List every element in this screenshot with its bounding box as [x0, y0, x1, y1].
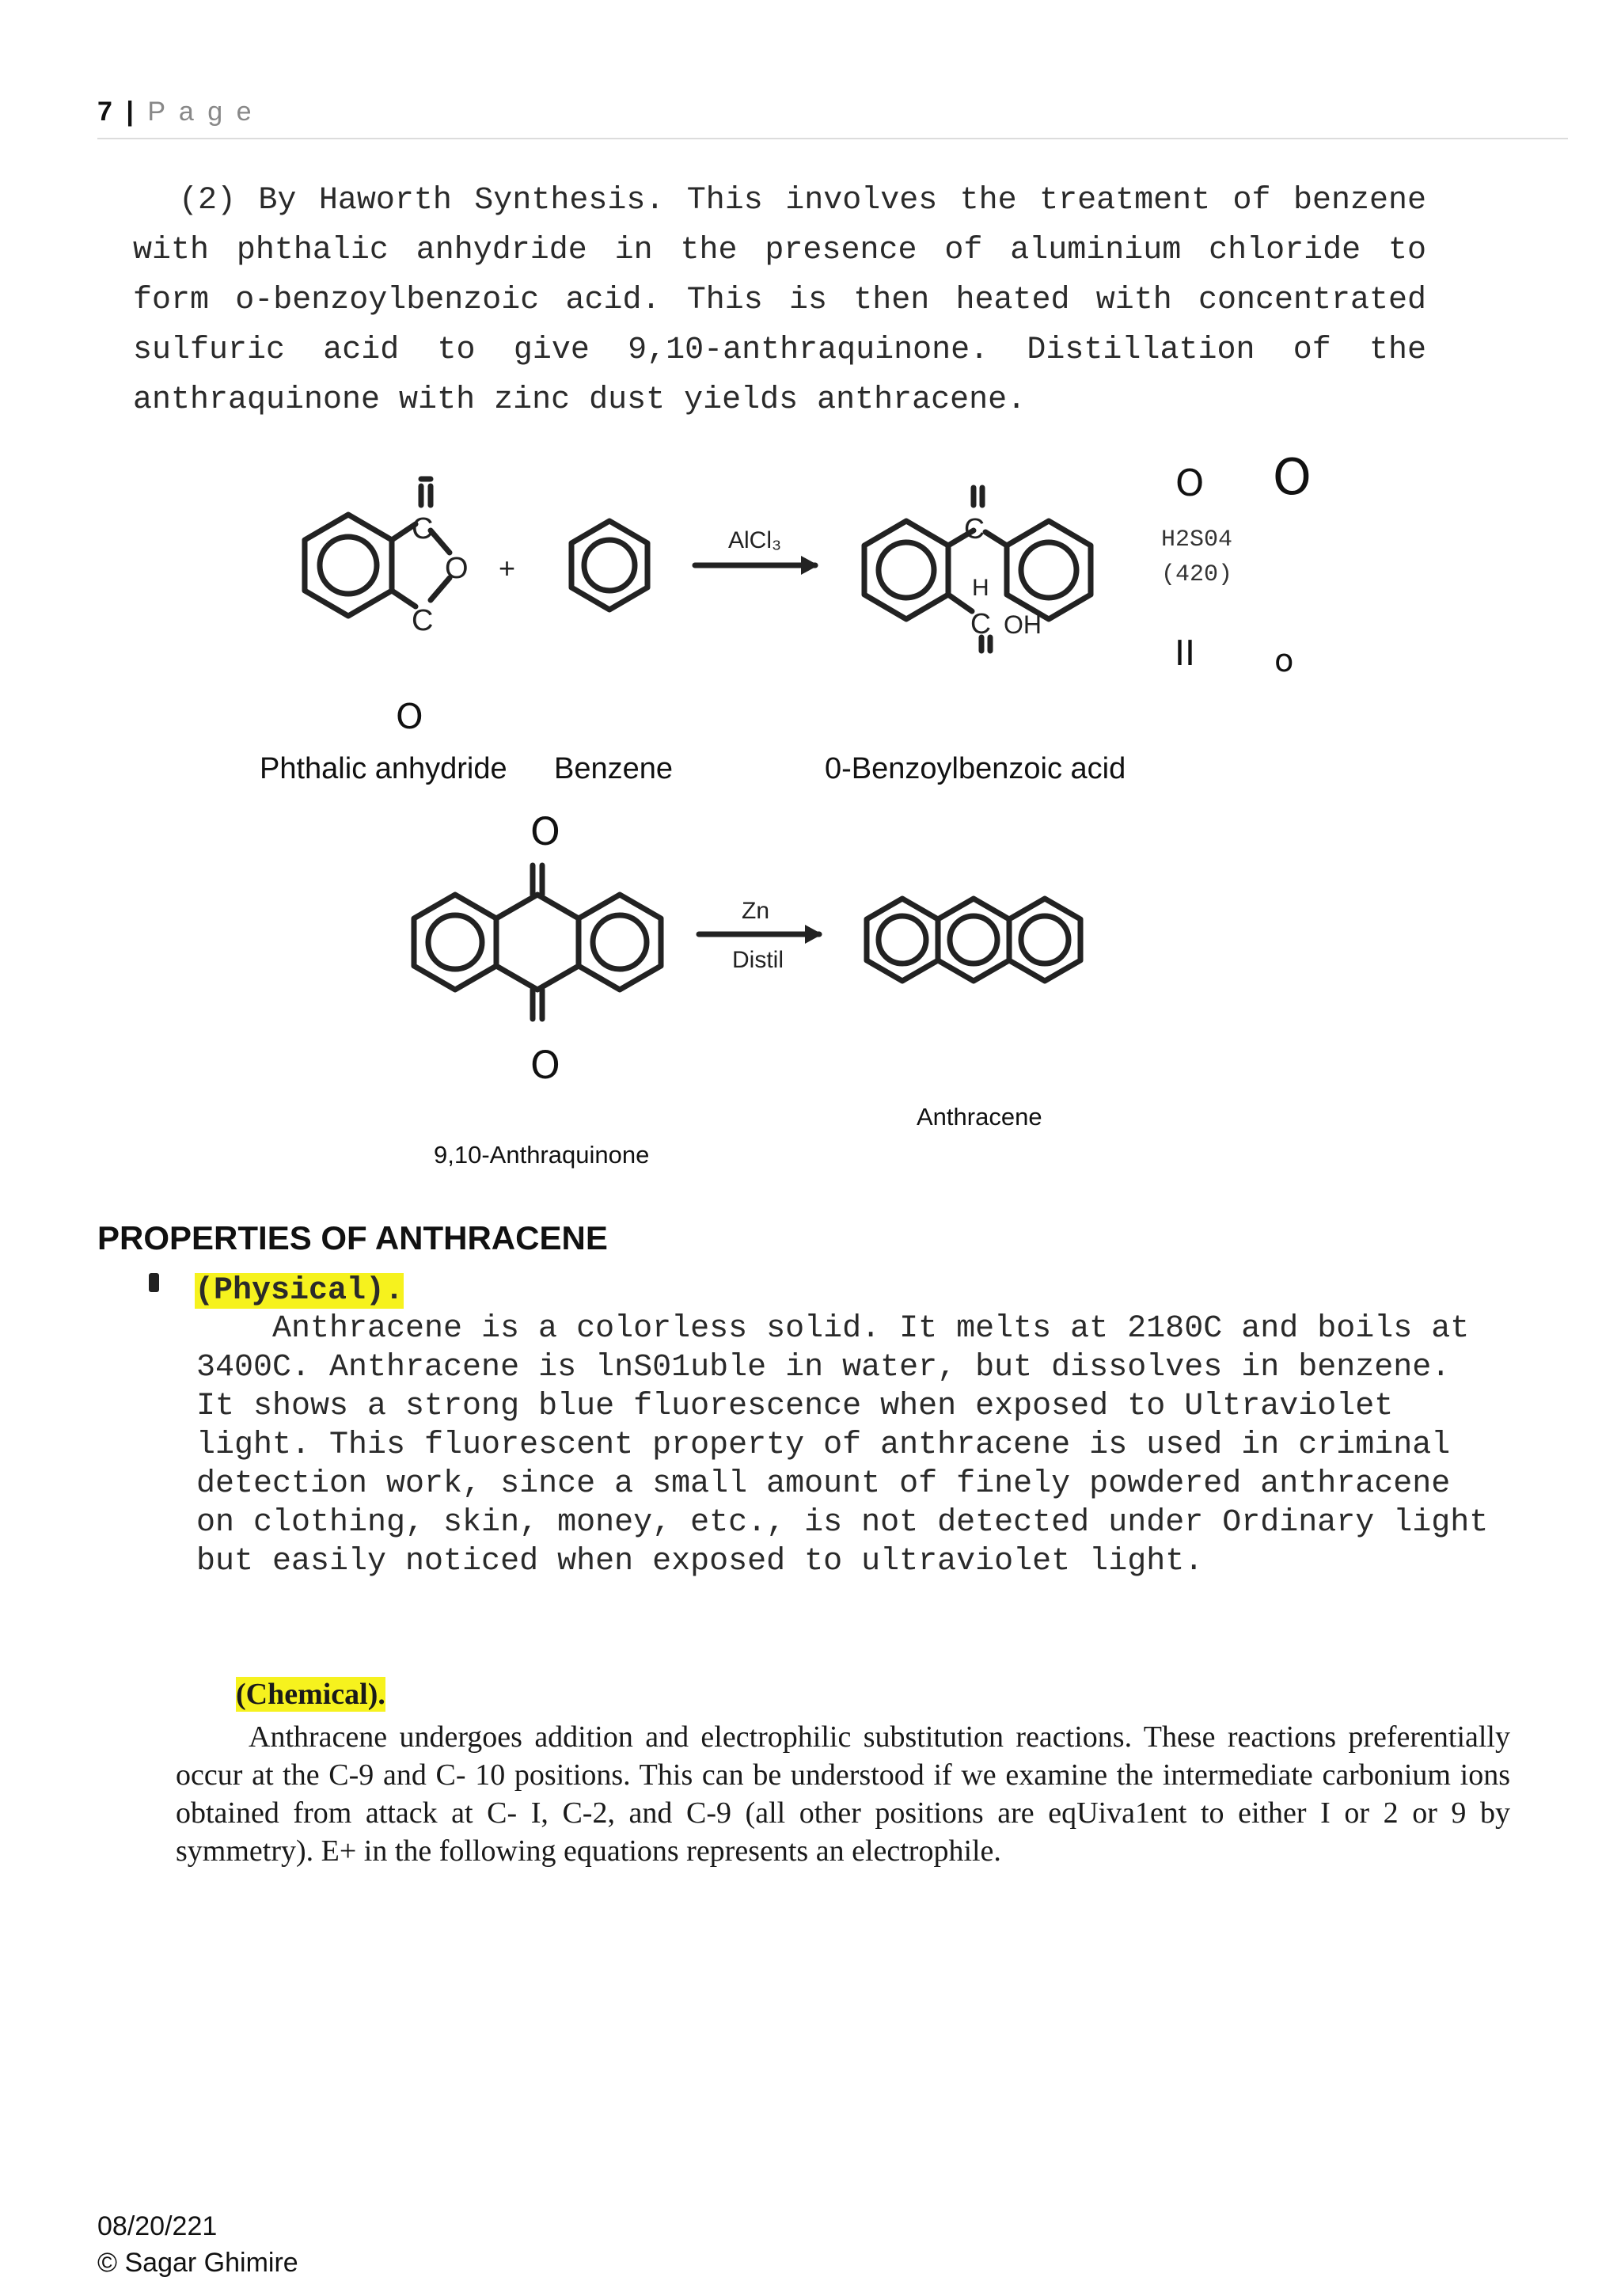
- svg-text:O: O: [445, 552, 469, 585]
- page-label: P a g e: [147, 97, 255, 127]
- svg-text:OH: OH: [1004, 610, 1042, 639]
- chemical-title: (Chemical).: [236, 1678, 385, 1711]
- benzene-structure: [571, 521, 647, 610]
- properties-heading: PROPERTIES OF ANTHRACENE: [97, 1219, 608, 1256]
- zn-distil-arrow: [699, 898, 822, 973]
- zn-label: Zn: [742, 898, 770, 924]
- h2so4-line1: H2S04: [1160, 526, 1232, 553]
- label-benzene: Benzene: [554, 752, 674, 785]
- distil-label: Distil: [732, 947, 784, 973]
- label-anthracene: Anthracene: [917, 1103, 1042, 1131]
- page-header: [97, 97, 254, 127]
- label-anthraquinone: 9,10-Anthraquinone: [434, 1141, 650, 1169]
- chemical-properties-text: [176, 1718, 1510, 1870]
- svg-text:C: C: [970, 607, 991, 640]
- footer-date: 08/20/221: [97, 2211, 218, 2241]
- header-separator: |: [126, 97, 137, 127]
- h2so4-line2: (420): [1160, 561, 1232, 588]
- side-double-bond: II: [1175, 633, 1195, 674]
- bullet-icon: [149, 1273, 159, 1292]
- physical-text: Anthracene is a colorless solid. It melts at 2180C and boils at 3400C. Anthracene is lnS01uble in water, but dissolves in benzene. It shows a strong blue fluorescence when exposed to Ultraviolet light. This fluorescent property of anthracene is used in criminal detection work, since a small amount of finely powdered anthracene on clothing, skin, money, etc., is not detected under Ordinary light but easily noticed when exposed to ultraviolet light.: [196, 1311, 1489, 1579]
- chemical-text: Anthracene undergoes addition and electrophilic substitution reactions. These reactions preferentially occur at the C-9 and C- 10 positions. This can be understood if we examine the intermediate carbonium ions obtained from attack at C- I, C-2, and C-9 (all other positions are eqUiva1ent to either I or 2 or 9 by symmetry). E+ in the following equations represents an electrophile.: [176, 1720, 1510, 1868]
- footer-author: © Sagar Ghimire: [97, 2248, 298, 2278]
- benzoylbenzoic-acid-structure: [864, 488, 1091, 651]
- label-phthalic-anhydride: Phthalic anhydride: [260, 752, 507, 785]
- plus-sign: +: [499, 552, 516, 584]
- scheme2-diagram: [400, 859, 1112, 1029]
- intro-text: (2) By Haworth Synthesis. This involves the treatment of benzene with phthalic anhydride in the presence of aluminium chloride to form o-benzoylbenzoic acid. This is then heated with concentrated sulfuric acid to give 9,10-anthraquinone. Distillation of the anthraquinone with zinc dust yields anthracene.: [133, 183, 1426, 418]
- header-rule: [97, 138, 1568, 139]
- side-o-lower: o: [1274, 643, 1294, 679]
- scheme1-diagram: [261, 475, 1148, 697]
- physical-title: (Physical).: [195, 1273, 404, 1309]
- anthraquinone-bottom-o: O: [530, 1043, 560, 1088]
- alcl3-arrow: [695, 527, 818, 575]
- haworth-synthesis-paragraph: [133, 176, 1426, 425]
- page-number: 7: [97, 97, 116, 127]
- anthracene-structure: [867, 899, 1080, 981]
- stray-o-phthalic: O: [396, 697, 423, 737]
- alcl3-label: AlCl₃: [728, 527, 782, 553]
- svg-text:H: H: [972, 575, 989, 601]
- side-o-small: O: [1175, 462, 1205, 504]
- phthalic-anhydride-structure: [305, 479, 469, 637]
- svg-text:C: C: [412, 604, 434, 637]
- anthraquinone-top-o: O: [530, 810, 560, 854]
- anthraquinone-structure: [414, 865, 661, 1019]
- physical-properties-text: [196, 1310, 1498, 1581]
- svg-text:C: C: [964, 512, 985, 545]
- side-o-large: O: [1273, 448, 1312, 506]
- label-benzoylbenzoic-acid: 0-Benzoylbenzoic acid: [825, 752, 1126, 785]
- h2so4-reagent: [1149, 523, 1244, 592]
- svg-text:C: C: [412, 512, 434, 545]
